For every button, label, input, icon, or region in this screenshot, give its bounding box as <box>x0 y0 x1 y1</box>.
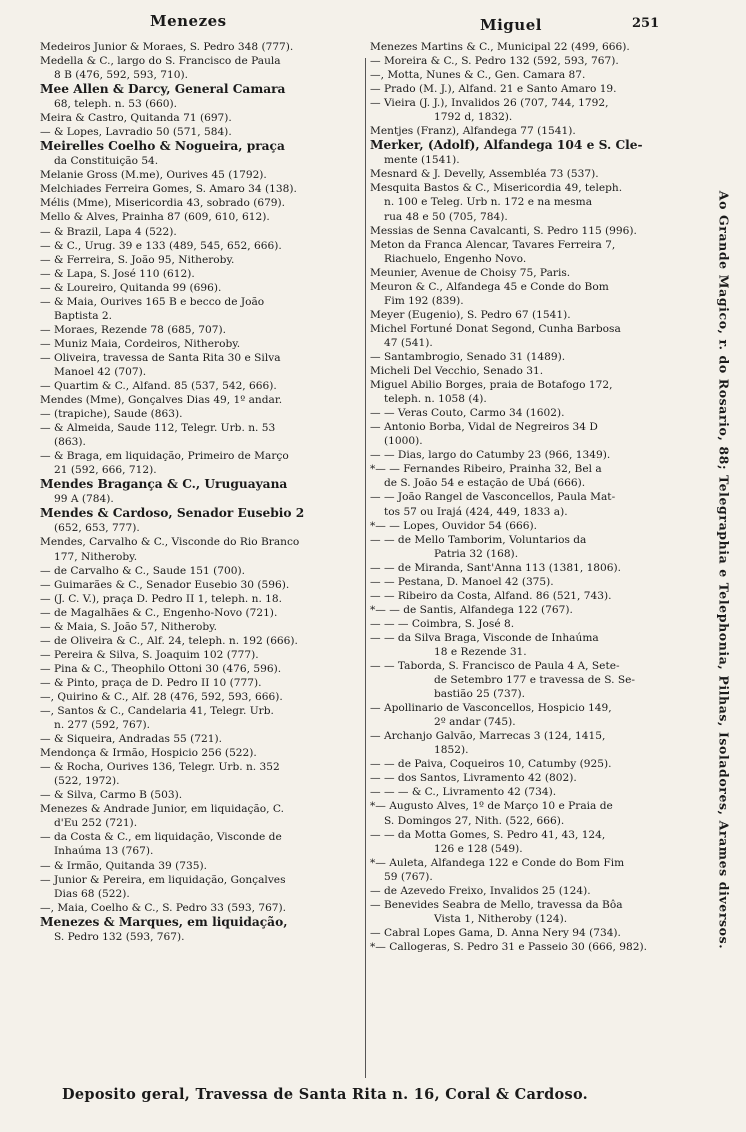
directory-entry-line: Meirelles Coelho & Nogueira, praça <box>40 139 285 154</box>
directory-entry-line: Dias 68 (522). <box>54 887 130 900</box>
directory-entry-line: S. Pedro 132 (593, 767). <box>54 930 185 943</box>
directory-entry-line: 21 (592, 666, 712). <box>54 464 157 477</box>
directory-entry-line: — (trapiche), Saude (863). <box>40 408 183 421</box>
directory-entry-line: Messias de Senna Cavalcanti, S. Pedro 115 (996). <box>370 224 637 237</box>
directory-entry-line: — de Azevedo Freixo, Invalidos 25 (124). <box>370 884 591 897</box>
directory-entry-line: — — da Silva Braga, Visconde de Inhaúma <box>370 631 599 644</box>
directory-entry-line: Meira & Castro, Quitanda 71 (697). <box>40 112 232 125</box>
directory-entry-line: — — Ribeiro da Costa, Alfand. 86 (521, 743). <box>370 589 612 602</box>
directory-entry-line: Menezes & Marques, em liquidação, <box>40 914 288 929</box>
directory-entry-line: — — Veras Couto, Carmo 34 (1602). <box>370 407 565 420</box>
directory-entry-line: — & Almeida, Saude 112, Telegr. Urb. n. 53 <box>40 422 276 435</box>
directory-entry-line: n. 100 e Teleg. Urb n. 172 e na mesma <box>384 196 593 209</box>
directory-entry-line: de S. João 54 e estação de Ubá (666). <box>384 477 586 490</box>
directory-entry-line: n. 277 (592, 767). <box>54 719 150 732</box>
directory-entry-line: — & Brazil, Lapa 4 (522). <box>40 225 177 238</box>
directory-entry-line: — & Ferreira, S. João 95, Nitheroby. <box>40 253 235 266</box>
directory-entry-line: Meyer (Eugenio), S. Pedro 67 (1541). <box>370 308 571 321</box>
directory-entry-line: — — de Paiva, Coqueiros 10, Catumby (925). <box>370 758 612 771</box>
directory-entry-line: Inhaúma 13 (767). <box>54 845 154 858</box>
directory-entry-line: —, Maia, Coelho & C., S. Pedro 33 (593, 767). <box>40 901 287 914</box>
directory-entry-line: — & Loureiro, Quitanda 99 (696). <box>40 281 222 294</box>
directory-entry-line: — Moraes, Rezende 78 (685, 707). <box>40 323 227 336</box>
directory-entry-line: 2º andar (745). <box>434 716 516 729</box>
directory-entry-line: Riachuelo, Engenho Novo. <box>384 252 527 265</box>
directory-entry-line: Meunier, Avenue de Choisy 75, Paris. <box>370 266 571 279</box>
directory-entry-line: Menezes & Andrade Junior, em liquidação, C. <box>40 803 285 816</box>
directory-entry-line: *— — Lopes, Ouvidor 54 (666). <box>370 519 538 532</box>
directory-entry-line: Mendonça & Irmão, Hospicio 256 (522). <box>40 747 257 760</box>
header-left-name: Menezes <box>150 12 227 30</box>
directory-entry-line: — Antonio Borba, Vidal de Negreiros 34 D <box>370 421 598 434</box>
directory-entry-line: (1000). <box>384 435 423 448</box>
directory-entry-line: Mee Allen & Darcy, General Camara <box>40 82 286 97</box>
directory-entry-line: — & Silva, Carmo B (503). <box>40 789 183 802</box>
directory-entry-line: — Apollinario de Vasconcellos, Hospicio 149, <box>370 702 612 715</box>
directory-entry-line: Meuron & C., Alfandega 45 e Conde do Bom <box>370 280 609 293</box>
directory-entry-line: — Benevides Seabra de Mello, travessa da Bôa <box>370 898 623 911</box>
directory-entry-line: — — da Motta Gomes, S. Pedro 41, 43, 124, <box>370 828 606 841</box>
directory-entry-line: — Moreira & C., S. Pedro 132 (592, 593, 767). <box>370 55 619 68</box>
directory-entry-line: *— Augusto Alves, 1º de Março 10 e Praia de <box>370 800 613 813</box>
directory-entry-line: —, Quirino & C., Alf. 28 (476, 592, 593, 666). <box>40 690 283 703</box>
directory-entry-line: — & Maia, Ourives 165 B e becco de João <box>40 295 265 308</box>
directory-entry-line: Menezes Martins & C., Municipal 22 (499, 666). <box>370 41 630 53</box>
directory-entry-line: 18 e Rezende 31. <box>434 645 527 658</box>
directory-entry-line: — & Braga, em liquidação, Primeiro de Março <box>40 450 289 463</box>
directory-entry-line: — Oliveira, travessa de Santa Rita 30 e Silva <box>40 351 281 364</box>
directory-entry-line: — & Rocha, Ourives 136, Telegr. Urb. n. 352 <box>40 761 280 774</box>
directory-entry-line: Mello & Alves, Prainha 87 (609, 610, 612). <box>40 211 270 224</box>
directory-entry-line: — — Dias, largo do Catumby 23 (966, 1349). <box>370 449 611 462</box>
directory-entry-line: — de Carvalho & C., Saude 151 (700). <box>40 564 246 577</box>
directory-entry-line: Micheli Del Vecchio, Senado 31. <box>370 365 544 378</box>
directory-entry-line: — Prado (M. J.), Alfand. 21 e Santo Amaro 19. <box>370 83 617 96</box>
directory-entry-line: — Santambrogio, Senado 31 (1489). <box>370 350 566 363</box>
directory-entry-line: Baptista 2. <box>54 309 113 322</box>
directory-entry-line: — & Lapa, S. José 110 (612). <box>40 267 195 280</box>
directory-entry-line: —, Santos & C., Candelaria 41, Telegr. Urb. <box>40 705 274 718</box>
directory-entry-line: (863). <box>54 436 86 449</box>
directory-entry-line: Mesquita Bastos & C., Misericordia 49, teleph. <box>370 182 623 195</box>
directory-entry-line: — Vieira (J. J.), Invalidos 26 (707, 744, 1792, <box>370 97 609 110</box>
directory-entry-line: — de Oliveira & C., Alf. 24, teleph. n. 192 (666). <box>40 634 298 647</box>
directory-entry-line: 99 A (784). <box>54 493 114 506</box>
directory-entry-line: 126 e 128 (549). <box>434 842 523 855</box>
directory-entry-line: — & Maia, S. João 57, Nitheroby. <box>40 620 218 633</box>
directory-entry-line: — — — Coimbra, S. José 8. <box>370 617 515 630</box>
directory-entry-line: — de Magalhães & C., Engenho-Novo (721). <box>40 606 278 619</box>
directory-entry-line: *— Callogeras, S. Pedro 31 e Passeio 30 (666, 982). <box>370 940 647 953</box>
directory-entry-line: 68, teleph. n. 53 (660). <box>54 98 177 111</box>
side-advertisement: Ao Grande Magico, r. do Rosario, 88; Telegraphia e Telephonia, Pilhas, Isoladores, Arames diversos. <box>716 190 732 950</box>
directory-entry-line: — Cabral Lopes Gama, D. Anna Nery 94 (734). <box>370 926 621 939</box>
directory-entry-line: Medeiros Junior & Moraes, S. Pedro 348 (777). <box>40 41 294 53</box>
directory-entry-line: — Guimarães & C., Senador Eusebio 30 (596). <box>40 578 290 591</box>
directory-entry-line: — — Taborda, S. Francisco de Paula 4 A, Sete- <box>370 660 620 673</box>
directory-entry-line: —, Motta, Nunes & C., Gen. Camara 87. <box>370 69 586 82</box>
directory-entry-line: — & Siqueira, Andradas 55 (721). <box>40 733 223 746</box>
directory-entry-line: — da Costa & C., em liquidação, Visconde de <box>40 831 282 844</box>
directory-entry-line: Melanie Gross (M.me), Ourives 45 (1792). <box>40 169 267 182</box>
directory-entry-line: Mélis (Mme), Misericordia 43, sobrado (679). <box>40 197 286 210</box>
directory-entry-line: de Setembro 177 e travessa de S. Se- <box>434 674 635 687</box>
directory-entry-line: — & Lopes, Lavradio 50 (571, 584). <box>40 126 232 139</box>
directory-entry-line: Mendes, Carvalho & C., Visconde do Rio Branco <box>40 536 300 549</box>
directory-entry-line: Manoel 42 (707). <box>54 365 147 378</box>
directory-entry-line: — — dos Santos, Livramento 42 (802). <box>370 772 577 785</box>
directory-entry-line: teleph. n. 1058 (4). <box>384 393 487 406</box>
directory-entry-line: 1852). <box>434 744 469 757</box>
directory-entry-line: — Junior & Pereira, em liquidação, Gonçalves <box>40 873 286 886</box>
directory-entry-line: Mendes Bragança & C., Uruguayana <box>40 477 288 492</box>
column-divider <box>365 58 366 1078</box>
directory-entry-line: (652, 653, 777). <box>54 522 140 535</box>
directory-entry-line: — Quartim & C., Alfand. 85 (537, 542, 666). <box>40 380 277 393</box>
directory-entry-line: — — Pestana, D. Manoel 42 (375). <box>370 575 554 588</box>
directory-entry-line: 47 (541). <box>384 336 433 349</box>
directory-entry-line: 177, Nitheroby. <box>54 550 138 563</box>
directory-entry-line: Fim 192 (839). <box>384 294 464 307</box>
directory-entry-line: — — João Rangel de Vasconcellos, Paula Mat- <box>370 491 616 504</box>
directory-entry-line: Patria 32 (168). <box>434 547 519 560</box>
directory-entry-line: *— Auleta, Alfandega 122 e Conde do Bom Fim <box>370 856 625 869</box>
directory-entry-line: — Pereira & Silva, S. Joaquim 102 (777). <box>40 648 259 661</box>
directory-entry-line: Vista 1, Nitheroby (124). <box>434 912 568 925</box>
directory-entry-line: — — de Miranda, Sant'Anna 113 (1381, 1806). <box>370 561 622 574</box>
directory-entry-line: — Pina & C., Theophilo Ottoni 30 (476, 596). <box>40 662 282 675</box>
directory-entry-line: 59 (767). <box>384 870 433 883</box>
directory-entry-line: Mendes & Cardoso, Senador Eusebio 2 <box>40 506 305 521</box>
directory-entry-line: — & C., Urug. 39 e 133 (489, 545, 652, 666). <box>40 239 282 252</box>
directory-entry-line: — (J. C. V.), praça D. Pedro II 1, teleph. n. 18. <box>40 592 283 605</box>
left-column <box>40 40 362 944</box>
right-column <box>370 40 676 954</box>
directory-entry-line: mente (1541). <box>384 154 460 167</box>
page-number: 251 <box>632 16 660 31</box>
directory-entry-line: — & Pinto, praça de D. Pedro II 10 (777). <box>40 676 262 689</box>
directory-entry-line: — Muniz Maia, Cordeiros, Nitheroby. <box>40 337 241 350</box>
directory-entry-line: Melchiades Ferreira Gomes, S. Amaro 34 (138). <box>40 183 297 196</box>
directory-entry-line: S. Domingos 27, Nith. (522, 666). <box>384 814 565 827</box>
directory-entry-line: bastião 25 (737). <box>434 688 525 701</box>
header-right-name: Miguel <box>480 16 542 34</box>
directory-entry-line: Mendes (Mme), Gonçalves Dias 49, 1º andar. <box>40 394 283 407</box>
directory-entry-line: rua 48 e 50 (705, 784). <box>384 210 508 223</box>
directory-entry-line: Miguel Abilio Borges, praia de Botafogo 172, <box>370 379 613 392</box>
directory-entry-line: *— — de Santis, Alfandega 122 (767). <box>370 603 573 616</box>
page-header <box>0 4 746 38</box>
directory-entry-line: Mentjes (Franz), Alfandega 77 (1541). <box>370 125 576 138</box>
directory-entry-line: 8 B (476, 592, 593, 710). <box>54 69 188 82</box>
directory-entry-line: tos 57 ou Irajá (424, 449, 1833 a). <box>384 505 568 518</box>
directory-entry-line: Michel Fortuné Donat Segond, Cunha Barbosa <box>370 322 621 335</box>
directory-entry-line: (522, 1972). <box>54 775 120 788</box>
directory-entry-line: Meton da Franca Alencar, Tavares Ferreira 7, <box>370 238 616 251</box>
directory-entry-line: 1792 d, 1832). <box>434 111 513 124</box>
directory-entry-line: *— — Fernandes Ribeiro, Prainha 32, Bel a <box>370 463 602 476</box>
directory-entry-line: d'Eu 252 (721). <box>54 817 138 830</box>
directory-entry-line: — & Irmão, Quitanda 39 (735). <box>40 859 207 872</box>
directory-entry-line: da Constituição 54. <box>54 155 159 168</box>
footer-advertisement: Deposito geral, Travessa de Santa Rita n. 16, Coral & Cardoso. <box>62 1086 589 1103</box>
directory-entry-line: Merker, (Adolf), Alfandega 104 e S. Cle- <box>370 138 643 153</box>
directory-entry-line: — — de Mello Tamborim, Voluntarios da <box>370 533 587 546</box>
directory-entry-line: Medella & C., largo do S. Francisco de Paula <box>40 55 281 68</box>
directory-entry-line: Mesnard & J. Develly, Assembléa 73 (537). <box>370 168 599 181</box>
directory-entry-line: — Archanjo Galvão, Marrecas 3 (124, 1415, <box>370 730 606 743</box>
directory-entry-line: — — — & C., Livramento 42 (734). <box>370 786 557 799</box>
